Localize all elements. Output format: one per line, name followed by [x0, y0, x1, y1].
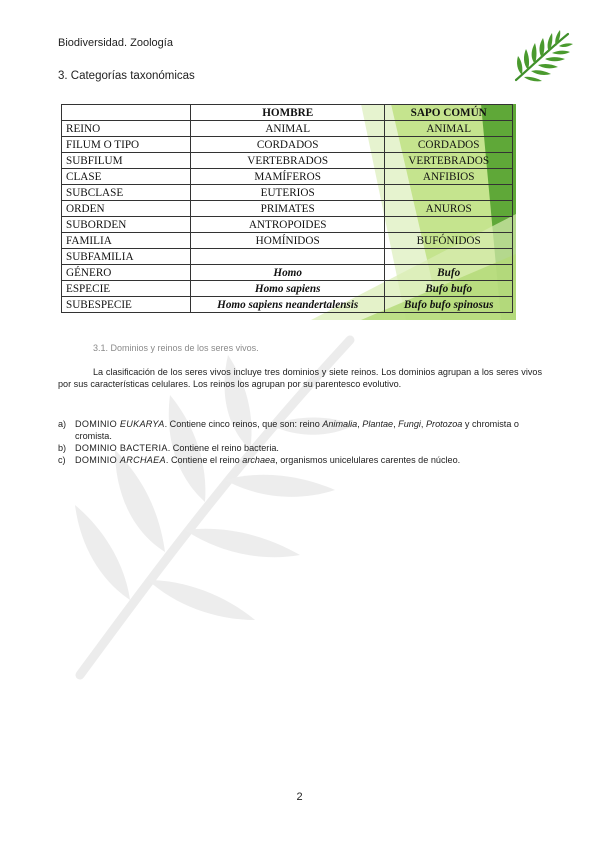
list-item-prefix: DOMINIO BACTERIA: [75, 443, 168, 453]
table-cell: Homo: [191, 265, 385, 281]
table-cell: CORDADOS: [385, 137, 513, 153]
table-row: [62, 153, 513, 169]
list-item-text: . Contiene el reino: [165, 455, 243, 465]
table-cell: CORDADOS: [191, 137, 385, 153]
table-cell: FILUM O TIPO: [62, 137, 191, 153]
table-cell: VERTEBRADOS: [385, 153, 513, 169]
table-row: [62, 281, 513, 297]
list-item-text: , organismos unicelulares carentes de núcleo.: [275, 455, 461, 465]
table-cell: SUBESPECIE: [62, 297, 191, 313]
table-row: [62, 121, 513, 137]
list-item-prefix: DOMINIO: [75, 455, 120, 465]
table-cell: SUBCLASE: [62, 185, 191, 201]
list-marker: a): [58, 419, 67, 429]
table-cell: Bufo bufo: [385, 281, 513, 297]
table-cell: ANUROS: [385, 201, 513, 217]
table-row: [62, 201, 513, 217]
table-cell: ANIMAL: [385, 121, 513, 137]
table-header-cell: SAPO COMÚN: [385, 105, 513, 121]
table-row: [62, 265, 513, 281]
body-paragraph: La clasificación de los seres vivos incluye tres dominios y siete reinos. Los dominios agrupan a los seres vivos por sus características celulares. Los reinos los agrupan por su parentesco evolutivo.: [58, 367, 542, 390]
taxonomy-table: [61, 104, 513, 313]
kingdom-name: Plantae: [362, 419, 394, 429]
domain-list: [58, 418, 548, 466]
table-cell: FAMILIA: [62, 233, 191, 249]
table-row: [62, 137, 513, 153]
table-row: [62, 249, 513, 265]
table-cell: BUFÓNIDOS: [385, 233, 513, 249]
list-item: [58, 454, 548, 466]
table-row: [62, 297, 513, 313]
list-item-domain-name: EUKARYA: [119, 419, 165, 429]
table-header-cell: HOMBRE: [191, 105, 385, 121]
list-item-prefix: DOMINIO: [75, 419, 120, 429]
list-item: [58, 442, 548, 454]
table-cell: ORDEN: [62, 201, 191, 217]
taxonomy-figure: [61, 104, 516, 320]
table-cell: [385, 249, 513, 265]
table-cell: [385, 217, 513, 233]
table-cell: [191, 249, 385, 265]
table-cell: ANIMAL: [191, 121, 385, 137]
table-cell: EUTERIOS: [191, 185, 385, 201]
separator: ,: [393, 419, 399, 429]
table-cell: ANTROPOIDES: [191, 217, 385, 233]
section-title: 3. Categorías taxonómicas: [58, 70, 195, 82]
table-cell: HOMÍNIDOS: [191, 233, 385, 249]
list-item-text: . Contiene el reino bacteria.: [167, 443, 279, 453]
kingdom-name: archaea: [242, 455, 276, 465]
table-row: [62, 233, 513, 249]
table-cell: REINO: [62, 121, 191, 137]
list-item-domain-name: ARCHAEA: [119, 455, 166, 465]
table-cell: ESPECIE: [62, 281, 191, 297]
page-number: 2: [296, 791, 303, 803]
table-cell: SUBFAMILIA: [62, 249, 191, 265]
header-title: Biodiversidad. Zoología: [58, 37, 173, 49]
separator: ,: [420, 419, 426, 429]
table-cell: Bufo bufo spinosus: [385, 297, 513, 313]
table-row: [62, 185, 513, 201]
table-header-cell: [62, 105, 191, 121]
table-cell: Bufo: [385, 265, 513, 281]
table-cell: ANFIBIOS: [385, 169, 513, 185]
subsection-title: 3.1. Dominios y reinos de los seres vivos.: [93, 343, 259, 353]
table-cell: VERTEBRADOS: [191, 153, 385, 169]
list-item-text: y chromista o cromista.: [75, 419, 519, 441]
table-cell: SUBORDEN: [62, 217, 191, 233]
table-cell: PRIMATES: [191, 201, 385, 217]
kingdom-name: Fungi: [398, 419, 421, 429]
table-cell: GÉNERO: [62, 265, 191, 281]
table-cell: Homo sapiens: [191, 281, 385, 297]
table-cell: SUBFILUM: [62, 153, 191, 169]
leaf-logo-icon: [508, 28, 574, 86]
separator: ,: [357, 419, 363, 429]
list-item: [58, 418, 548, 442]
table-cell: CLASE: [62, 169, 191, 185]
list-marker: b): [58, 443, 67, 453]
list-item-text: . Contiene cinco reinos, que son: reino: [164, 419, 323, 429]
list-marker: c): [58, 455, 66, 465]
table-cell: MAMÍFEROS: [191, 169, 385, 185]
table-row: [62, 217, 513, 233]
table-row: [62, 169, 513, 185]
table-header-row: [62, 105, 513, 121]
kingdom-name: Protozoa: [425, 419, 463, 429]
table-cell: Homo sapiens neandertalensis: [191, 297, 385, 313]
kingdom-name: Animalia: [322, 419, 358, 429]
table-cell: [385, 185, 513, 201]
